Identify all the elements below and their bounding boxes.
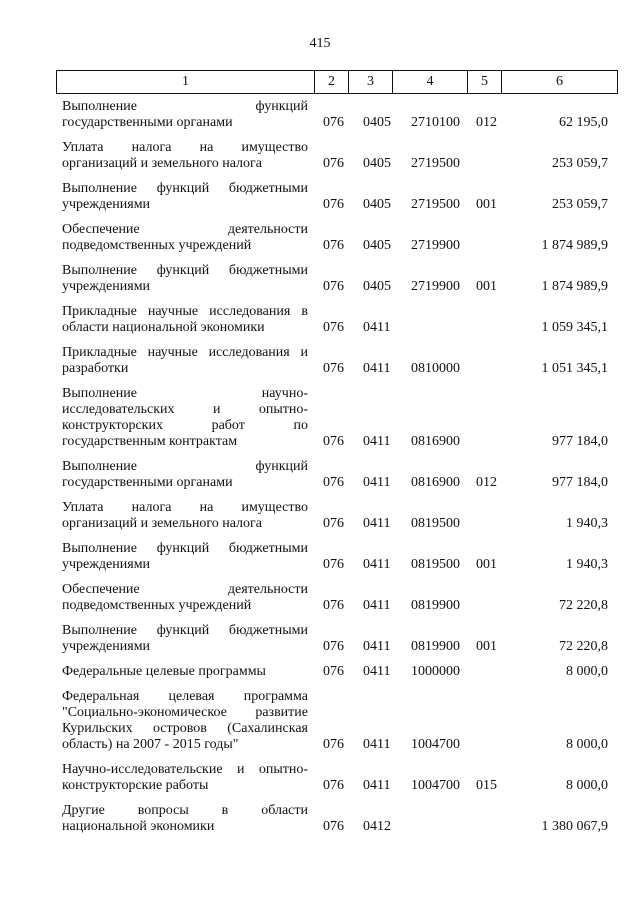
header-col-6: 6 <box>502 71 618 94</box>
row-values <box>0 238 640 254</box>
table-row <box>0 582 640 614</box>
target-code: 2710100 <box>411 115 460 130</box>
description-line: государственными органами <box>62 475 233 490</box>
description-line: Федеральная целевая программа <box>62 689 308 704</box>
table-row <box>0 345 640 377</box>
section-code: 0411 <box>363 516 391 531</box>
ministry-code: 076 <box>323 320 344 335</box>
amount: 72 220,8 <box>559 639 608 654</box>
ministry-code: 076 <box>323 238 344 253</box>
row-values <box>0 819 640 835</box>
expense-type-code: 001 <box>476 557 497 572</box>
description-line: Выполнение функций бюджетными <box>62 623 308 638</box>
table-header <box>56 70 618 94</box>
target-code: 2719500 <box>411 197 460 212</box>
amount: 8 000,0 <box>566 664 608 679</box>
expense-type-code: 012 <box>476 475 497 490</box>
table-row <box>0 140 640 172</box>
row-values <box>0 516 640 532</box>
expense-type-code: 012 <box>476 115 497 130</box>
amount: 1 940,3 <box>566 557 608 572</box>
description-line: подведомственных учреждений <box>62 238 252 253</box>
table-row <box>0 181 640 213</box>
ministry-code: 076 <box>323 115 344 130</box>
target-code: 0816900 <box>411 475 460 490</box>
description-line: учреждениями <box>62 197 151 212</box>
row-values <box>0 279 640 295</box>
amount: 72 220,8 <box>559 598 608 613</box>
description-line: Курильских островов (Сахалинская <box>62 721 308 736</box>
target-code: 0810000 <box>411 361 460 376</box>
ministry-code: 076 <box>323 197 344 212</box>
ministry-code: 076 <box>323 557 344 572</box>
section-code: 0405 <box>363 197 391 212</box>
row-values <box>0 197 640 213</box>
description-line: учреждениями <box>62 279 151 294</box>
description-line: учреждениями <box>62 639 151 654</box>
row-values <box>0 598 640 614</box>
ministry-code: 076 <box>323 434 344 449</box>
row-values <box>0 664 640 680</box>
row-values <box>0 156 640 172</box>
description-line: Выполнение функций бюджетными <box>62 541 308 556</box>
ministry-code: 076 <box>323 639 344 654</box>
target-code: 0816900 <box>411 434 460 449</box>
table-row <box>0 541 640 573</box>
section-code: 0411 <box>363 361 391 376</box>
page-number: 415 <box>309 36 331 51</box>
description-line: "Социально-экономическое развитие <box>62 705 308 720</box>
description-line: области национальной экономики <box>62 320 265 335</box>
ministry-code: 076 <box>323 819 344 834</box>
table-row <box>0 762 640 794</box>
header-col-1: 1 <box>57 71 315 94</box>
section-code: 0412 <box>363 819 391 834</box>
table-row <box>0 500 640 532</box>
amount: 1 874 989,9 <box>541 279 608 294</box>
row-values <box>0 434 640 450</box>
expense-type-code: 001 <box>476 279 497 294</box>
description-line: организаций и земельного налога <box>62 156 262 171</box>
amount: 1 940,3 <box>566 516 608 531</box>
table-row <box>0 803 640 835</box>
description-line: конструкторских работ по <box>62 418 308 433</box>
amount: 977 184,0 <box>552 475 608 490</box>
section-code: 0405 <box>363 156 391 171</box>
target-code: 0819900 <box>411 639 460 654</box>
description-line: Другие вопросы в области <box>62 803 308 818</box>
amount: 1 051 345,1 <box>541 361 608 376</box>
amount: 8 000,0 <box>566 778 608 793</box>
table-row <box>0 386 640 450</box>
target-code: 2719900 <box>411 238 460 253</box>
section-code: 0411 <box>363 475 391 490</box>
table-row <box>0 689 640 753</box>
target-code: 2719500 <box>411 156 460 171</box>
amount: 977 184,0 <box>552 434 608 449</box>
table-row <box>0 222 640 254</box>
amount: 253 059,7 <box>552 197 608 212</box>
description-line: Обеспечение деятельности <box>62 222 308 237</box>
description-line: Обеспечение деятельности <box>62 582 308 597</box>
table-row <box>0 304 640 336</box>
description-line: Уплата налога на имущество <box>62 500 308 515</box>
description-line: исследовательских и опытно- <box>62 402 308 417</box>
row-values <box>0 320 640 336</box>
table-row <box>0 664 640 680</box>
ministry-code: 076 <box>323 361 344 376</box>
ministry-code: 076 <box>323 516 344 531</box>
amount: 1 380 067,9 <box>541 819 608 834</box>
section-code: 0411 <box>363 639 391 654</box>
description-line: организаций и земельного налога <box>62 516 262 531</box>
table-row <box>0 623 640 655</box>
description-line: Выполнение функций <box>62 99 308 114</box>
header-col-4: 4 <box>393 71 468 94</box>
section-code: 0411 <box>363 598 391 613</box>
description-line: Выполнение функций бюджетными <box>62 181 308 196</box>
section-code: 0411 <box>363 557 391 572</box>
description-line: Уплата налога на имущество <box>62 140 308 155</box>
row-values <box>0 557 640 573</box>
description-line: Федеральные целевые программы <box>62 664 266 679</box>
section-code: 0411 <box>363 320 391 335</box>
expense-type-code: 001 <box>476 197 497 212</box>
description-line: Прикладные научные исследования в <box>62 304 308 319</box>
description-line: разработки <box>62 361 129 376</box>
section-code: 0405 <box>363 238 391 253</box>
description-line: Прикладные научные исследования и <box>62 345 308 360</box>
table-row <box>0 459 640 491</box>
description-line: национальной экономики <box>62 819 215 834</box>
target-code: 1004700 <box>411 737 460 752</box>
row-values <box>0 639 640 655</box>
section-code: 0405 <box>363 279 391 294</box>
expense-type-code: 001 <box>476 639 497 654</box>
description-line: государственными органами <box>62 115 233 130</box>
target-code: 0819500 <box>411 557 460 572</box>
ministry-code: 076 <box>323 664 344 679</box>
ministry-code: 076 <box>323 156 344 171</box>
amount: 62 195,0 <box>559 115 608 130</box>
section-code: 0405 <box>363 115 391 130</box>
row-values <box>0 778 640 794</box>
ministry-code: 076 <box>323 598 344 613</box>
header-col-5: 5 <box>468 71 502 94</box>
amount: 1 059 345,1 <box>541 320 608 335</box>
table-body <box>0 99 640 844</box>
description-line: Выполнение научно- <box>62 386 308 401</box>
target-code: 0819500 <box>411 516 460 531</box>
description-line: государственным контрактам <box>62 434 238 449</box>
expense-type-code: 015 <box>476 778 497 793</box>
amount: 1 874 989,9 <box>541 238 608 253</box>
ministry-code: 076 <box>323 475 344 490</box>
section-code: 0411 <box>363 664 391 679</box>
amount: 8 000,0 <box>566 737 608 752</box>
section-code: 0411 <box>363 737 391 752</box>
section-code: 0411 <box>363 778 391 793</box>
target-code: 2719900 <box>411 279 460 294</box>
amount: 253 059,7 <box>552 156 608 171</box>
ministry-code: 076 <box>323 778 344 793</box>
row-values <box>0 115 640 131</box>
header-row <box>57 71 618 94</box>
description-line: конструкторские работы <box>62 778 209 793</box>
row-values <box>0 361 640 377</box>
row-values <box>0 737 640 753</box>
target-code: 0819900 <box>411 598 460 613</box>
table-row <box>0 99 640 131</box>
header-col-2: 2 <box>315 71 349 94</box>
target-code: 1004700 <box>411 778 460 793</box>
description-line: Выполнение функций <box>62 459 308 474</box>
description-line: область) на 2007 - 2015 годы" <box>62 737 239 752</box>
ministry-code: 076 <box>323 279 344 294</box>
table-row <box>0 263 640 295</box>
row-values <box>0 475 640 491</box>
description-line: Выполнение функций бюджетными <box>62 263 308 278</box>
description-line: подведомственных учреждений <box>62 598 252 613</box>
header-col-3: 3 <box>349 71 393 94</box>
description-line: учреждениями <box>62 557 151 572</box>
section-code: 0411 <box>363 434 391 449</box>
description-line: Научно-исследовательские и опытно- <box>62 762 308 777</box>
target-code: 1000000 <box>411 664 460 679</box>
ministry-code: 076 <box>323 737 344 752</box>
